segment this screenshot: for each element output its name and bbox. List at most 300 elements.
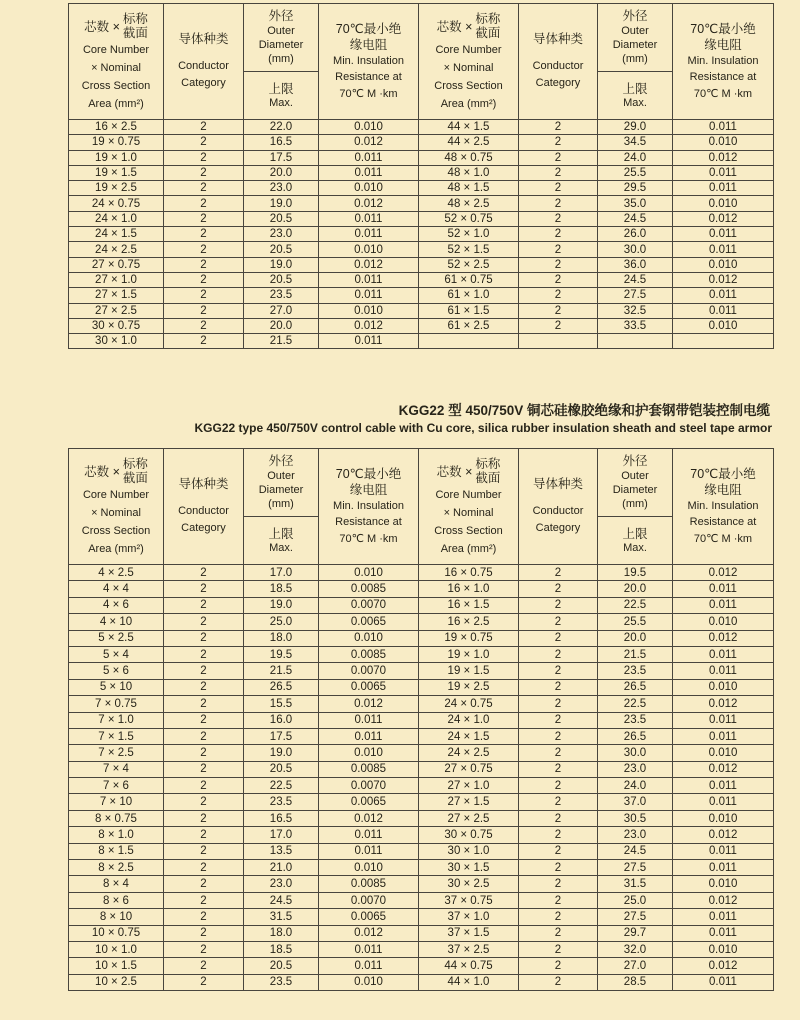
table-cell: 19 × 2.5 [419, 679, 519, 695]
table-cell: 0.0085 [319, 876, 419, 892]
table-cell: 16.5 [244, 135, 319, 150]
table-cell: 0.011 [673, 909, 774, 925]
table-cell: 2 [164, 211, 244, 226]
table-cell: 8 × 2.5 [69, 860, 164, 876]
table-cell: 23.0 [244, 876, 319, 892]
header-resistance-en-line: 70℃ M ·km [693, 532, 753, 545]
section-title-block [0, 401, 800, 436]
table-cell: 19.5 [598, 565, 673, 581]
table-cell: 17.5 [244, 150, 319, 165]
table-row [69, 581, 774, 597]
header-outer-diameter-en-line: (mm) [268, 498, 294, 510]
table-cell: 7 × 1.5 [69, 728, 164, 744]
table-cell [419, 334, 519, 349]
table-cell: 2 [519, 288, 598, 303]
table-cell: 2 [164, 196, 244, 211]
header-max-en: Max. [269, 96, 293, 109]
table-cell: 18.5 [244, 581, 319, 597]
table-cell: 2 [519, 712, 598, 728]
table-cell: 16 × 1.5 [419, 597, 519, 613]
table-cell: 34.5 [598, 135, 673, 150]
table-cell: 29.7 [598, 925, 673, 941]
kgg22-spec-table-lower [68, 448, 774, 991]
table-cell: 2 [519, 597, 598, 613]
table-cell: 2 [164, 794, 244, 810]
table-cell: 24 × 2.5 [419, 745, 519, 761]
header-conductor-category-column [164, 449, 244, 565]
table-row [69, 150, 774, 165]
header-max-en: Max. [623, 541, 647, 554]
table-cell: 2 [519, 272, 598, 287]
table-cell: 2 [164, 778, 244, 794]
table-cell: 26.5 [598, 728, 673, 744]
header-outer-diameter-max-subcell [598, 517, 673, 565]
table-cell: 27 × 0.75 [69, 257, 164, 272]
header-core-number-column [419, 4, 519, 120]
table-cell: 0.0085 [319, 581, 419, 597]
table-cell: 0.011 [673, 181, 774, 196]
table-cell: 0.012 [319, 257, 419, 272]
table-cell: 17.0 [244, 827, 319, 843]
table-cell: 27.5 [598, 288, 673, 303]
table-row [69, 288, 774, 303]
table-cell: 2 [519, 581, 598, 597]
header-core-number-en-line: × Nominal [91, 506, 141, 519]
table-cell: 2 [519, 745, 598, 761]
header-resistance-en-line: Resistance at [335, 71, 402, 84]
table-cell: 32.0 [598, 941, 673, 957]
table-cell: 0.012 [319, 925, 419, 941]
table-cell: 2 [164, 876, 244, 892]
table-cell: 16 × 1.0 [419, 581, 519, 597]
table-cell: 23.5 [244, 288, 319, 303]
table-cell: 27 × 1.0 [419, 778, 519, 794]
header-resistance-zh-line: 70℃最小绝 [690, 21, 756, 36]
table-row [69, 196, 774, 211]
header-conductor-zh: 导体种类 [532, 477, 583, 491]
table-cell: 0.011 [673, 778, 774, 794]
table-cell: 36.0 [598, 257, 673, 272]
table-cell: 16.0 [244, 712, 319, 728]
header-conductor-zh: 导体种类 [178, 477, 229, 491]
table-cell: 0.011 [319, 211, 419, 226]
table-cell: 2 [164, 614, 244, 630]
table-cell: 0.010 [319, 974, 419, 990]
table-row [69, 646, 774, 662]
table-cell: 2 [164, 696, 244, 712]
header-outer-diameter-max-subcell [244, 517, 319, 565]
table-cell: 19 × 1.0 [419, 646, 519, 662]
header-conductor-en-line: Conductor [532, 505, 584, 517]
table-cell: 15.5 [244, 696, 319, 712]
table-cell: 2 [519, 728, 598, 744]
table-cell: 0.012 [673, 892, 774, 908]
table-cell: 2 [164, 745, 244, 761]
table-cell: 2 [519, 941, 598, 957]
header-insulation-resistance-column [319, 449, 419, 565]
table-row [69, 120, 774, 135]
table-cell: 0.012 [319, 135, 419, 150]
table-cell: 0.011 [673, 165, 774, 180]
header-outer-diameter-column [598, 4, 673, 72]
header-core-number-en-line: × Nominal [91, 61, 141, 74]
table-cell: 8 × 1.0 [69, 827, 164, 843]
table-cell: 61 × 2.5 [419, 318, 519, 333]
header-outer-diameter-zh: 外径 [622, 454, 648, 468]
table-cell: 2 [519, 196, 598, 211]
table-row [69, 565, 774, 581]
table-cell: 20.0 [244, 165, 319, 180]
table-cell: 13.5 [244, 843, 319, 859]
table-cell: 0.012 [673, 696, 774, 712]
table-cell: 0.011 [319, 958, 419, 974]
table-cell: 0.010 [673, 745, 774, 761]
table-cell: 0.011 [319, 288, 419, 303]
table-cell: 8 × 4 [69, 876, 164, 892]
header-outer-diameter-en-line: Outer [621, 25, 649, 37]
table-cell: 0.012 [673, 211, 774, 226]
table-row [69, 663, 774, 679]
header-outer-diameter-en-line: (mm) [268, 53, 294, 65]
header-outer-diameter-en-line: Diameter [258, 39, 304, 51]
table-cell: 30.5 [598, 810, 673, 826]
header-core-number-en-line: Core Number [435, 488, 502, 501]
table-cell: 27 × 2.5 [69, 303, 164, 318]
table-cell: 0.011 [673, 925, 774, 941]
table-row [69, 614, 774, 630]
table-cell: 44 × 0.75 [419, 958, 519, 974]
table-row [69, 860, 774, 876]
table-cell: 18.0 [244, 630, 319, 646]
header-insulation-resistance-column [319, 4, 419, 120]
table-cell: 19.5 [244, 646, 319, 662]
table-cell: 2 [519, 242, 598, 257]
table-cell: 0.011 [673, 663, 774, 679]
table-cell: 4 × 2.5 [69, 565, 164, 581]
table-row [69, 227, 774, 242]
header-conductor-zh: 导体种类 [178, 32, 229, 46]
table-cell: 0.0065 [319, 794, 419, 810]
table-cell: 2 [164, 909, 244, 925]
table-cell: 2 [164, 272, 244, 287]
section-title-en: KGG22 type 450/750V control cable with Cu core, silica rubber insulation sheath and steel tape armor [194, 421, 772, 435]
table-cell: 25.5 [598, 165, 673, 180]
table-row [69, 257, 774, 272]
table-cell: 26.0 [598, 227, 673, 242]
table-cell: 18.0 [244, 925, 319, 941]
table-cell: 33.5 [598, 318, 673, 333]
table-cell: 2 [164, 227, 244, 242]
table-cell: 44 × 2.5 [419, 135, 519, 150]
table-cell: 31.5 [244, 909, 319, 925]
table-row [69, 925, 774, 941]
table-cell: 2 [519, 696, 598, 712]
table-cell: 24 × 1.5 [419, 728, 519, 744]
table-cell: 2 [164, 892, 244, 908]
table-cell: 2 [519, 181, 598, 196]
table-cell: 20.5 [244, 242, 319, 257]
table-cell: 2 [519, 810, 598, 826]
header-outer-diameter-zh: 外径 [622, 9, 648, 23]
table-cell: 2 [164, 120, 244, 135]
table-cell: 20.0 [598, 581, 673, 597]
table-row [69, 679, 774, 695]
table-cell: 0.010 [319, 242, 419, 257]
table-cell: 2 [164, 597, 244, 613]
table-cell: 0.011 [673, 646, 774, 662]
table-cell: 16 × 2.5 [419, 614, 519, 630]
table-cell: 5 × 4 [69, 646, 164, 662]
header-max-zh: 上限 [268, 81, 294, 96]
header-core-number-en-line: Area (mm²) [88, 97, 144, 110]
table-cell: 23.0 [598, 827, 673, 843]
header-core-number-en-line: Cross Section [434, 524, 503, 537]
table-cell: 27 × 1.5 [69, 288, 164, 303]
table-cell: 2 [164, 165, 244, 180]
table-cell [673, 334, 774, 349]
table-cell: 2 [519, 827, 598, 843]
table-cell: 24.5 [598, 272, 673, 287]
table-cell: 27.0 [598, 958, 673, 974]
table-cell: 27 × 1.5 [419, 794, 519, 810]
table-cell: 25.0 [244, 614, 319, 630]
table-cell: 0.0070 [319, 663, 419, 679]
table-cell: 0.010 [319, 120, 419, 135]
table-row [69, 211, 774, 226]
header-outer-diameter-column [244, 4, 319, 72]
header-conductor-en-line: Category [535, 77, 581, 89]
table-cell: 2 [164, 334, 244, 349]
table-row [69, 941, 774, 957]
header-outer-diameter-max-subcell [598, 72, 673, 120]
table-row [69, 827, 774, 843]
table-cell: 23.0 [244, 181, 319, 196]
header-resistance-en-line: Min. Insulation [333, 499, 404, 512]
table-cell: 2 [519, 876, 598, 892]
table-cell: 8 × 10 [69, 909, 164, 925]
table-cell: 8 × 6 [69, 892, 164, 908]
table-cell: 0.010 [319, 860, 419, 876]
table-cell: 30 × 1.0 [69, 334, 164, 349]
table-cell: 4 × 6 [69, 597, 164, 613]
table-cell: 20.5 [244, 761, 319, 777]
table-cell: 21.5 [598, 646, 673, 662]
table-cell: 4 × 4 [69, 581, 164, 597]
table-cell: 44 × 1.5 [419, 120, 519, 135]
header-core-number-column [419, 449, 519, 565]
header-max-zh: 上限 [622, 526, 648, 541]
header-core-number-en-line: Cross Section [81, 524, 151, 537]
table-cell: 2 [519, 165, 598, 180]
table-cell: 0.012 [673, 150, 774, 165]
table-cell: 7 × 4 [69, 761, 164, 777]
table-row [69, 135, 774, 150]
header-outer-diameter-en-line: (mm) [622, 53, 648, 65]
header-outer-diameter-zh: 外径 [268, 9, 294, 23]
table-row [69, 778, 774, 794]
table-cell: 2 [519, 860, 598, 876]
table-cell: 23.5 [598, 663, 673, 679]
table-cell: 4 × 10 [69, 614, 164, 630]
table-cell: 0.0070 [319, 892, 419, 908]
table-cell: 0.011 [673, 120, 774, 135]
table-cell: 2 [164, 581, 244, 597]
header-resistance-en-line: Resistance at [689, 71, 757, 84]
header-conductor-en-line: Conductor [178, 60, 229, 72]
table-cell: 27.0 [244, 303, 319, 318]
table-cell: 22.0 [244, 120, 319, 135]
table-cell: 24.0 [598, 150, 673, 165]
table-cell: 0.011 [673, 728, 774, 744]
header-outer-diameter-en-line: Diameter [612, 39, 658, 51]
table-cell: 0.011 [319, 941, 419, 957]
table-row [69, 843, 774, 859]
header-outer-diameter-en-line: (mm) [622, 498, 648, 510]
table-cell: 2 [164, 318, 244, 333]
header-core-number-zh: 芯数 × 标称 截面 [84, 456, 148, 485]
header-resistance-zh-line: 缘电阻 [704, 37, 742, 52]
table-cell: 2 [164, 303, 244, 318]
table-cell: 0.010 [319, 303, 419, 318]
table-cell: 48 × 1.5 [419, 181, 519, 196]
table-cell: 24.5 [598, 843, 673, 859]
header-resistance-zh-line: 缘电阻 [349, 482, 388, 497]
table-cell: 2 [164, 728, 244, 744]
table-cell: 0.011 [319, 165, 419, 180]
table-cell: 0.012 [319, 810, 419, 826]
table-cell: 2 [164, 810, 244, 826]
table-cell: 24 × 1.0 [419, 712, 519, 728]
table-cell: 21.0 [244, 860, 319, 876]
table-cell: 24 × 0.75 [419, 696, 519, 712]
header-core-number-en-line: Area (mm²) [88, 542, 144, 555]
table-cell: 2 [164, 925, 244, 941]
table-row [69, 303, 774, 318]
table-row [69, 630, 774, 646]
table-cell: 0.010 [673, 318, 774, 333]
header-outer-diameter-zh: 外径 [268, 454, 294, 468]
table-cell: 0.010 [319, 181, 419, 196]
table-cell: 2 [164, 958, 244, 974]
table-cell: 2 [164, 150, 244, 165]
table-cell: 20.5 [244, 211, 319, 226]
header-max-zh: 上限 [622, 81, 648, 96]
table-cell: 28.5 [598, 974, 673, 990]
table-cell: 2 [519, 135, 598, 150]
header-conductor-en-line: Category [181, 77, 226, 89]
table-cell: 2 [164, 288, 244, 303]
header-outer-diameter-en-line: Outer [621, 470, 649, 482]
table-cell: 7 × 6 [69, 778, 164, 794]
header-conductor-category-column [519, 449, 598, 565]
header-core-number-zh: 芯数 × 标称 截面 [436, 11, 501, 40]
table-cell: 24.0 [598, 778, 673, 794]
header-outer-diameter-en-line: Diameter [258, 484, 304, 496]
table-cell: 30 × 0.75 [69, 318, 164, 333]
table-cell: 0.010 [673, 679, 774, 695]
header-insulation-resistance-column [673, 4, 774, 120]
table-cell: 2 [164, 712, 244, 728]
table-cell: 10 × 0.75 [69, 925, 164, 941]
table-cell: 0.011 [319, 227, 419, 242]
table-cell: 0.012 [319, 696, 419, 712]
table-cell: 37.0 [598, 794, 673, 810]
table-cell: 0.011 [673, 303, 774, 318]
header-resistance-zh-line: 缘电阻 [704, 482, 742, 497]
table-cell: 0.0065 [319, 679, 419, 695]
table-cell: 2 [164, 565, 244, 581]
header-resistance-en-line: 70℃ M ·km [339, 87, 398, 100]
table-cell: 0.011 [673, 794, 774, 810]
table-cell: 19.0 [244, 257, 319, 272]
table-cell: 2 [519, 679, 598, 695]
table-cell: 2 [519, 318, 598, 333]
header-max-zh: 上限 [268, 526, 294, 541]
header-outer-diameter-column [244, 449, 319, 517]
table-cell: 0.0065 [319, 614, 419, 630]
table-cell: 0.010 [673, 810, 774, 826]
table-cell: 20.0 [598, 630, 673, 646]
table-cell: 7 × 1.0 [69, 712, 164, 728]
table-cell: 0.010 [319, 565, 419, 581]
table-cell: 2 [519, 211, 598, 226]
table-cell: 19 × 1.0 [69, 150, 164, 165]
table-cell: 20.0 [244, 318, 319, 333]
table-cell: 0.012 [673, 272, 774, 287]
table-row [69, 761, 774, 777]
header-conductor-en-line: Category [181, 522, 226, 534]
table-cell: 30.0 [598, 745, 673, 761]
header-core-number-zh: 芯数 × 标称 截面 [84, 11, 148, 40]
table-cell: 0.0070 [319, 778, 419, 794]
header-core-number-column [69, 4, 164, 120]
table-cell: 10 × 2.5 [69, 974, 164, 990]
table-cell: 23.5 [244, 974, 319, 990]
table-cell: 19.0 [244, 196, 319, 211]
table-cell: 0.011 [673, 974, 774, 990]
table-row [69, 794, 774, 810]
header-outer-diameter-column [598, 449, 673, 517]
table-cell: 24 × 2.5 [69, 242, 164, 257]
table-row [69, 892, 774, 908]
header-conductor-en-line: Conductor [532, 60, 584, 72]
table-cell: 37 × 2.5 [419, 941, 519, 957]
table-cell: 8 × 1.5 [69, 843, 164, 859]
table-cell: 0.011 [319, 712, 419, 728]
header-resistance-en-line: Resistance at [335, 516, 402, 529]
table-cell: 61 × 1.0 [419, 288, 519, 303]
header-conductor-en-line: Category [535, 522, 581, 534]
table-cell: 20.5 [244, 958, 319, 974]
table-cell: 0.010 [673, 135, 774, 150]
table-row [69, 909, 774, 925]
header-core-number-en-line: Core Number [435, 43, 502, 56]
table-cell: 0.011 [319, 843, 419, 859]
header-resistance-en-line: Resistance at [689, 516, 757, 529]
table-cell: 31.5 [598, 876, 673, 892]
header-core-number-en-line: × Nominal [443, 61, 494, 74]
table-cell: 21.5 [244, 663, 319, 679]
table-cell: 0.010 [319, 630, 419, 646]
table-cell: 32.5 [598, 303, 673, 318]
table-cell: 24 × 1.0 [69, 211, 164, 226]
table-cell: 23.5 [244, 794, 319, 810]
table-cell: 24 × 0.75 [69, 196, 164, 211]
table-cell: 37 × 0.75 [419, 892, 519, 908]
table-cell: 22.5 [598, 696, 673, 712]
table-cell: 52 × 0.75 [419, 211, 519, 226]
table-cell: 26.5 [244, 679, 319, 695]
